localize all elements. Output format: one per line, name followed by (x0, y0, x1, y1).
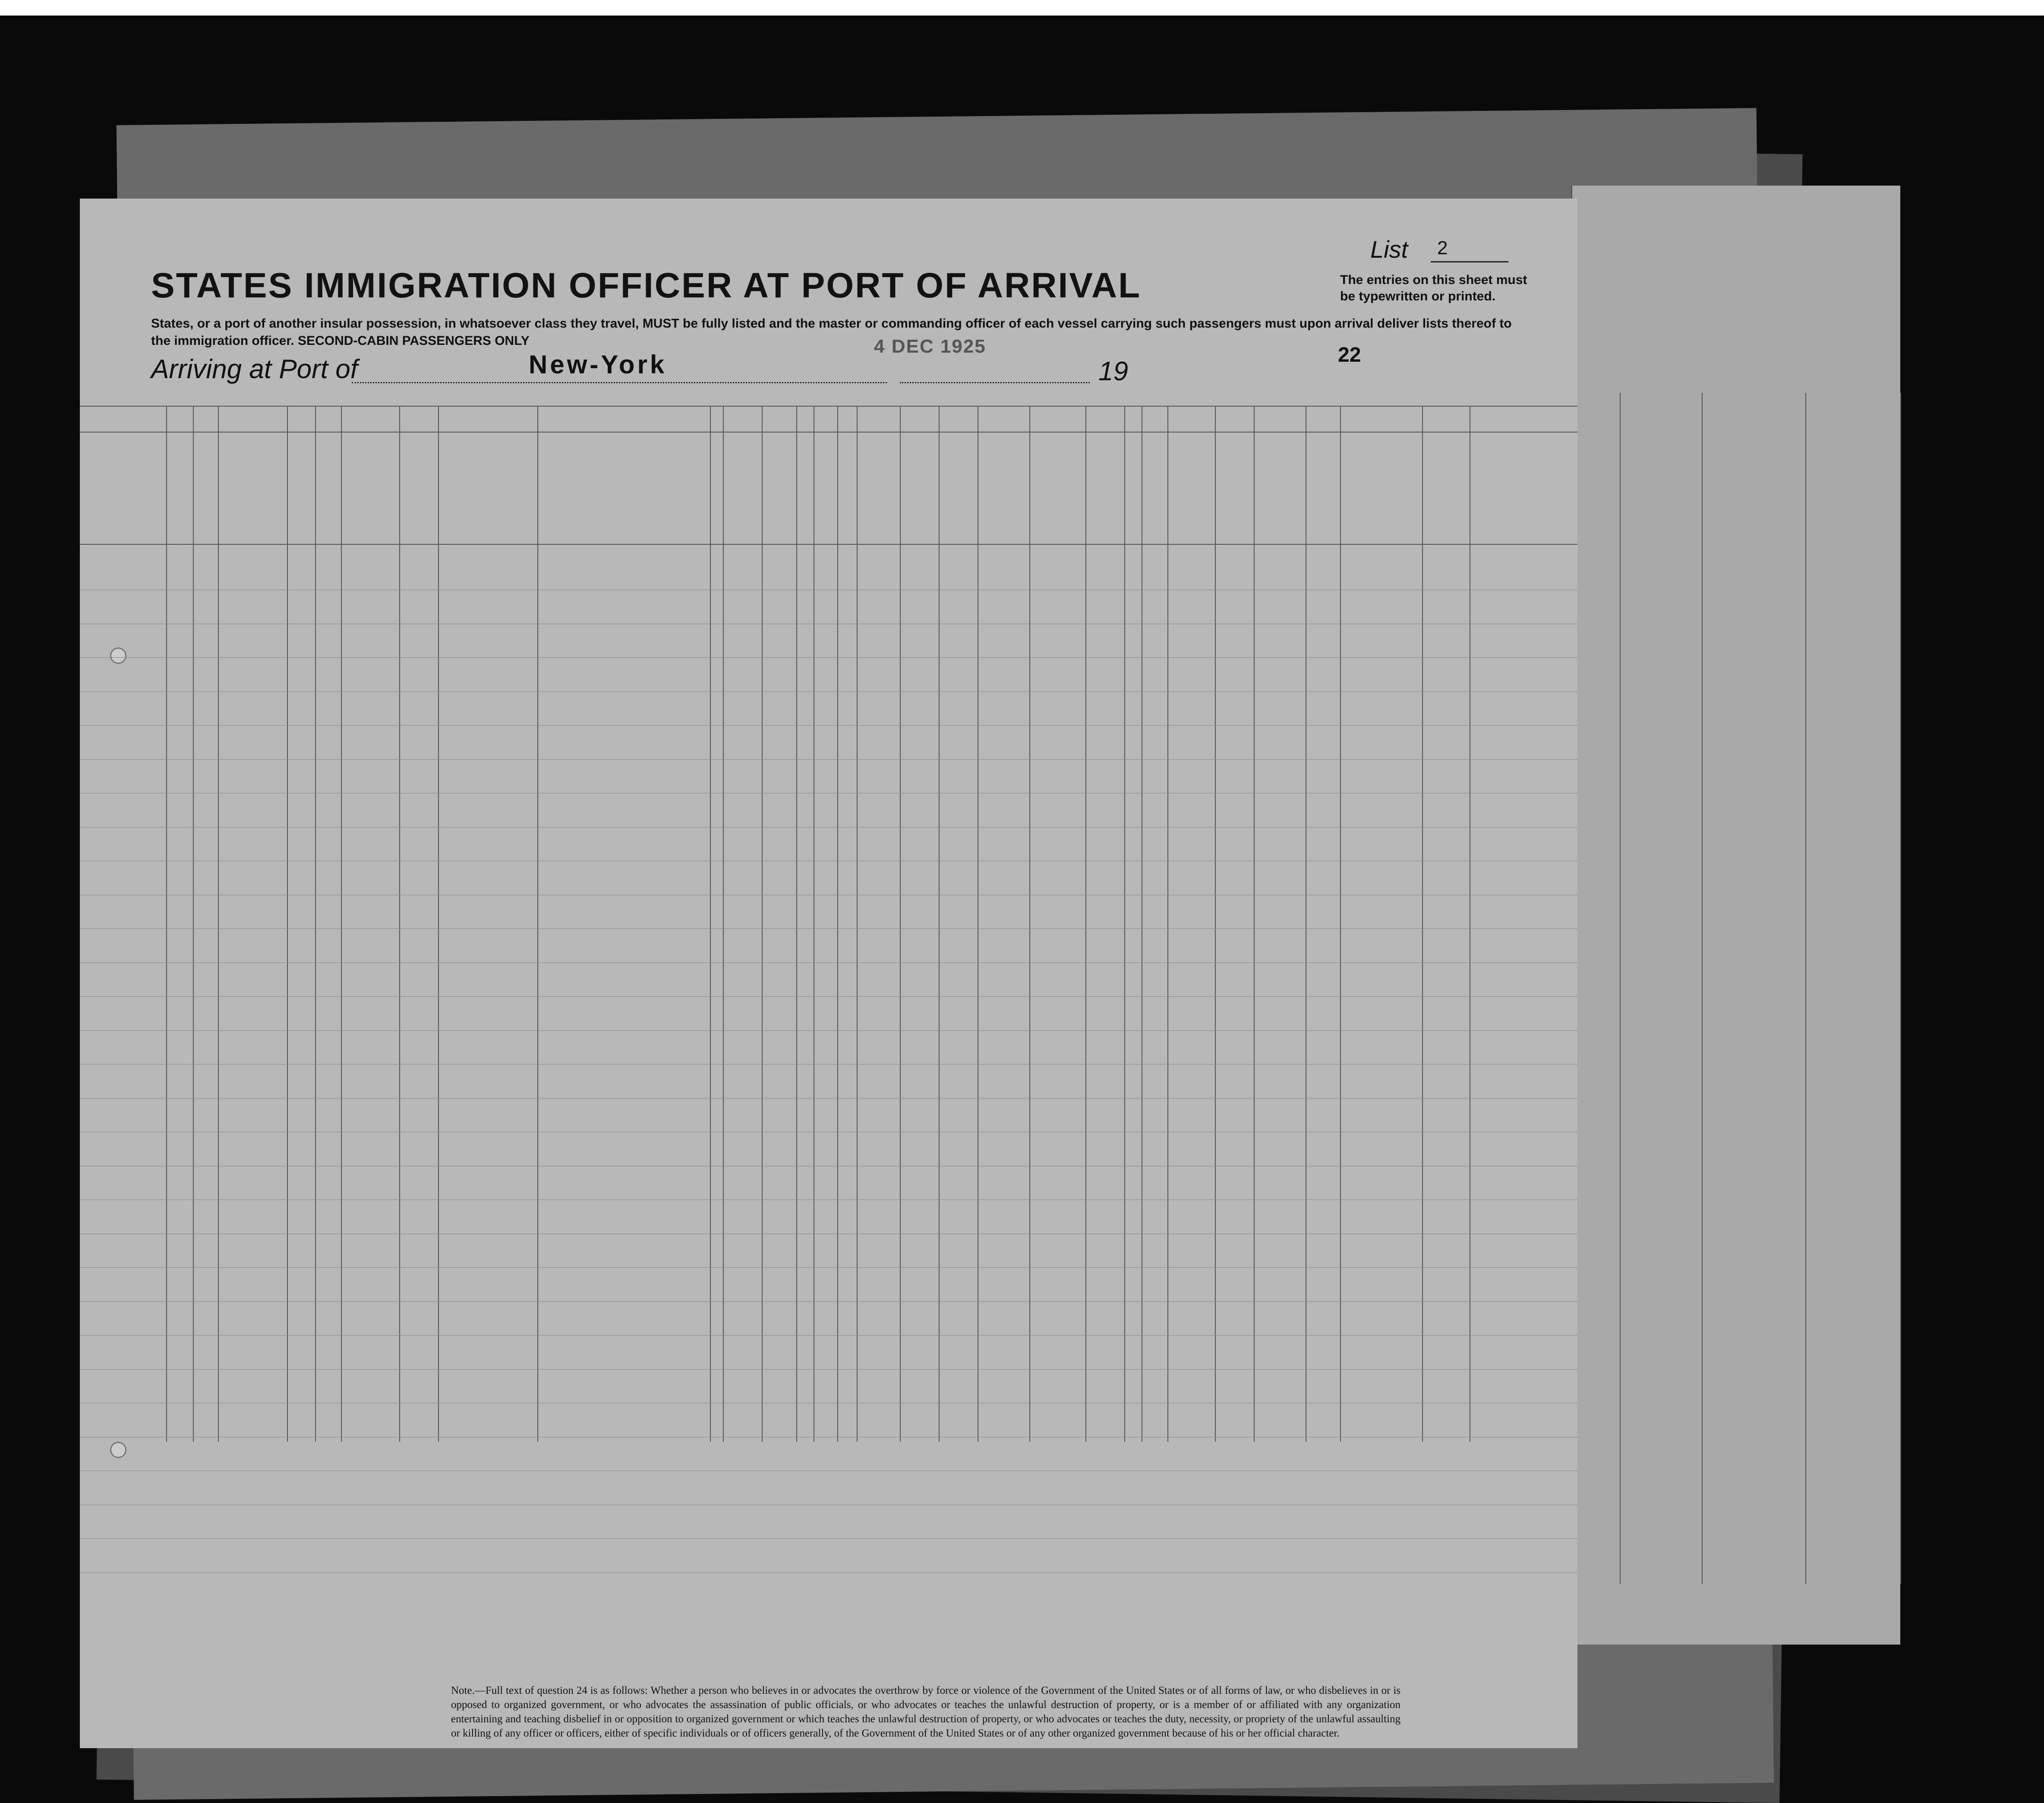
table-row (80, 1065, 1577, 1099)
row-rule (80, 1301, 1577, 1302)
table-row (80, 591, 1577, 625)
port-name: New-York (529, 350, 667, 379)
visa-row (1572, 828, 1900, 862)
visa-row (1572, 930, 1900, 963)
table-row (80, 625, 1577, 658)
year-suffix: 22 (1338, 344, 1361, 366)
list-number: 2 (1437, 237, 1448, 259)
form-title: STATES IMMIGRATION OFFICER AT PORT OF ARRIVAL (151, 266, 1142, 305)
row-rule (80, 1267, 1577, 1268)
visa-page (1571, 186, 1900, 1645)
scan-top-edge (0, 0, 2044, 16)
visa-row (1572, 1201, 1900, 1235)
table-row (80, 1201, 1577, 1235)
row-rule (80, 928, 1577, 929)
table-row (80, 760, 1577, 794)
visa-row (1572, 998, 1900, 1031)
visa-row (1572, 1370, 1900, 1404)
visa-row (1572, 760, 1900, 794)
port-underline (352, 382, 887, 383)
row-rule (80, 1335, 1577, 1336)
visa-row (1572, 1235, 1900, 1268)
table-row (80, 1506, 1577, 1539)
visa-row (1572, 1065, 1900, 1099)
arriving-label: Arriving at Port of (151, 354, 358, 384)
table-row (80, 930, 1577, 963)
manifest-page (80, 199, 1577, 1748)
row-rule (80, 1369, 1577, 1370)
date-stamp: 4 DEC 1925 (874, 336, 986, 357)
table-row (80, 1540, 1577, 1573)
form-instructions: States, or a port of another insular possession, in whatsoever class they travel, MUST be fully listed and the master or commanding officer of each vessel carrying such passengers must upon arrival deliver lists thereof to the immigration officer. SECOND-CABIN PASSENGERS ONLY (151, 316, 1512, 348)
visa-row (1572, 1099, 1900, 1133)
table-row (80, 1472, 1577, 1506)
visa-row (1572, 1540, 1900, 1573)
table-row (80, 557, 1577, 590)
table-row (80, 1167, 1577, 1200)
table-row (80, 726, 1577, 760)
question-24-note: Note.—Full text of question 24 is as follows: Whether a person who believes in or advocates the overthrow by force or violence of the Government of the United States or of all forms of law, or who disbelieves in or is opposed to organized government, or who advocates the assassination of public officials, or who advocates or teaches the unlawful destruction of property, or is a member of or affiliated with any organization entertaining and teaching disbelief in or opposition to organized government or which teaches the unlawful destruction of property, or who advocates or teaches the duty, necessity, or propriety of the unlawful assaulting or killing of any officer or officers, either of specific individuals or of officers generally, of the Government of the United States or of any other organized government because of his or her official character. (451, 1685, 1401, 1739)
visa-row (1572, 1472, 1900, 1506)
visa-row (1572, 1438, 1900, 1471)
table-row (80, 1133, 1577, 1167)
list-label: List (1370, 236, 1408, 263)
row-rule (80, 1572, 1577, 1573)
visa-row (1572, 794, 1900, 828)
table-row (80, 963, 1577, 997)
row-rule (80, 657, 1577, 658)
visa-row (1572, 1269, 1900, 1302)
visa-row (1572, 591, 1900, 625)
table-row (80, 1438, 1577, 1471)
header-rule (80, 432, 1577, 433)
row-rule (80, 759, 1577, 760)
header-rule (80, 544, 1577, 545)
year-underline (900, 382, 1090, 383)
column-rule (1900, 393, 1901, 1584)
row-rule (80, 1098, 1577, 1099)
visa-row (1572, 1031, 1900, 1065)
table-row (80, 862, 1577, 896)
visa-row (1572, 862, 1900, 896)
header-rule (80, 406, 1577, 407)
visa-row (1572, 1506, 1900, 1539)
table-row (80, 1269, 1577, 1302)
table-row (80, 1336, 1577, 1370)
visa-row (1572, 1167, 1900, 1200)
table-row (80, 998, 1577, 1031)
visa-row (1572, 1133, 1900, 1167)
table-row (80, 659, 1577, 692)
visa-row (1572, 692, 1900, 726)
table-row (80, 828, 1577, 862)
table-row (80, 1370, 1577, 1404)
table-row (80, 896, 1577, 929)
table-row (80, 794, 1577, 828)
visa-row (1572, 963, 1900, 997)
entries-note: The entries on this sheet must be typewritten or printed. (1340, 273, 1527, 303)
visa-row (1572, 896, 1900, 929)
row-rule (80, 1030, 1577, 1031)
table-row (80, 1235, 1577, 1268)
visa-row (1572, 1404, 1900, 1438)
table-row (80, 1404, 1577, 1438)
visa-row (1572, 625, 1900, 658)
row-rule (80, 725, 1577, 726)
visa-row (1572, 659, 1900, 692)
table-row (80, 1031, 1577, 1065)
list-underline (1431, 261, 1508, 262)
visa-row (1572, 1302, 1900, 1336)
row-rule (80, 1538, 1577, 1539)
table-row (80, 692, 1577, 726)
visa-row (1572, 726, 1900, 760)
year-prefix: 19 (1098, 357, 1128, 386)
row-rule (80, 996, 1577, 997)
table-row (80, 1302, 1577, 1336)
table-row (80, 1099, 1577, 1133)
visa-row (1572, 557, 1900, 590)
visa-row (1572, 1336, 1900, 1370)
